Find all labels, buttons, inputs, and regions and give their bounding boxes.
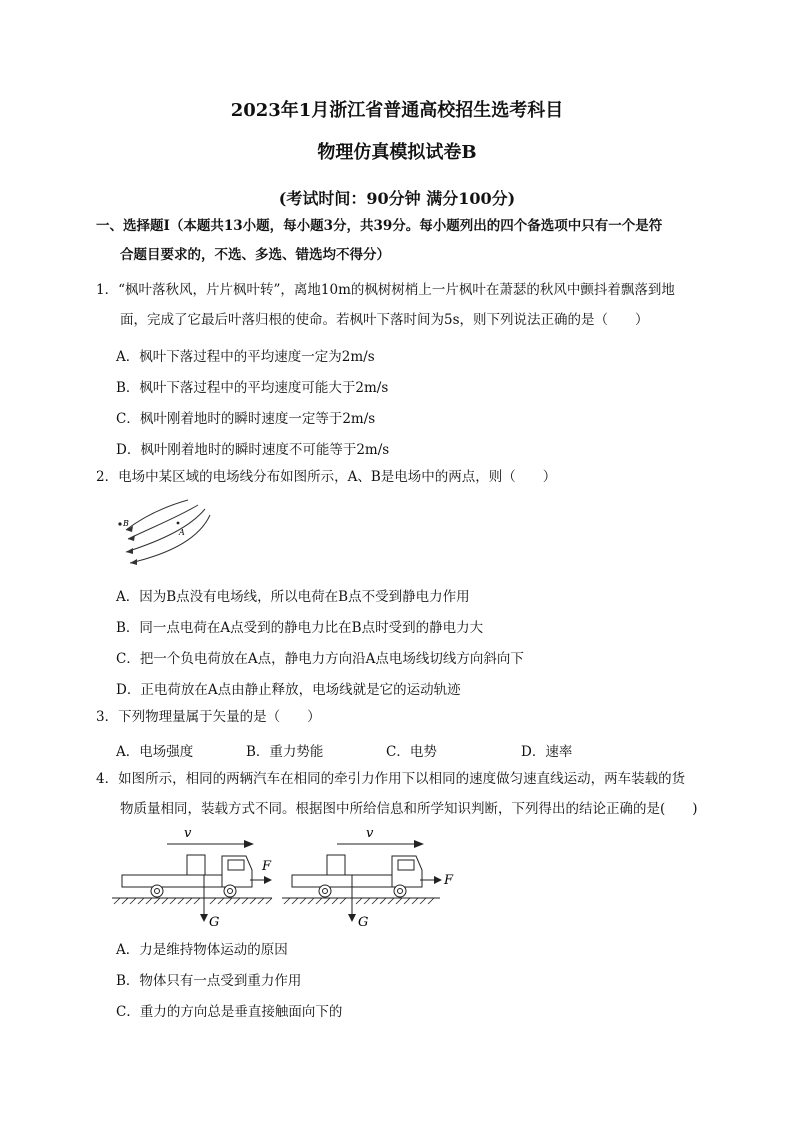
section-heading bbox=[96, 212, 706, 270]
question-4-option-b: B．物体只有一点受到重力作用 bbox=[116, 973, 302, 989]
truck-figure-2 bbox=[282, 822, 462, 930]
truck-figure-1 bbox=[112, 822, 282, 930]
question-1-option-c: C．枫叶刚着地时的瞬时速度一定等于2m/s bbox=[116, 411, 376, 427]
question-1-option-a: A．枫叶下落过程中的平均速度一定为2m/s bbox=[116, 349, 375, 365]
question-2 bbox=[96, 462, 706, 492]
velocity-label: v bbox=[184, 826, 192, 841]
question-3-stem-line1: 3．下列物理量属于矢量的是（ ） bbox=[96, 709, 321, 725]
force-f-label: F bbox=[444, 873, 454, 888]
question-4-stem-line1: 4．如图所示，相同的两辆汽车在相同的牵引力作用下以相同的速度做匀速直线运动，两车装载的货 bbox=[96, 771, 686, 787]
question-2-option-a: A．因为B点没有电场线，所以电荷在B点不受到静电力作用 bbox=[116, 589, 470, 605]
question-4-stem-line2: 物质量相同，装载方式不同。根据图中所给信息和所学知识判断，下列得出的结论正确的是( ) bbox=[120, 801, 698, 817]
question-1-stem-line2: 面，完成了它最后叶落归根的使命。若枫叶下落时间为5s，则下列说法正确的是（ ） bbox=[120, 312, 649, 328]
exam-info: (考试时间：90分钟 满分100分) bbox=[278, 189, 516, 208]
exam-title-line2: 物理仿真模拟试卷B bbox=[317, 142, 477, 163]
question-4-option-a: A．力是维持物体运动的原因 bbox=[116, 942, 288, 958]
question-1-option-d: D．枫叶刚着地时的瞬时速度不可能等于2m/s bbox=[116, 442, 390, 458]
question-3-option-a: A．电场强度 bbox=[116, 744, 194, 760]
gravity-g-label: G bbox=[209, 915, 220, 930]
point-b-label: B bbox=[123, 519, 129, 528]
question-3-option-d: D．速率 bbox=[521, 744, 573, 760]
question-2-stem-line1: 2．电场中某区域的电场线分布如图所示，A、B是电场中的两点，则（ ） bbox=[96, 469, 557, 485]
question-1-stem-line1: 1．“枫叶落秋风，片片枫叶转”，离地10m的枫树树梢上一片枫叶在萧瑟的秋风中颤抖着飘落到地 bbox=[96, 282, 675, 298]
question-4-option-c: C．重力的方向总是垂直接触面向下的 bbox=[116, 1004, 343, 1020]
question-2-option-d: D．正电荷放在A点由静止释放，电场线就是它的运动轨迹 bbox=[116, 682, 461, 698]
electric-field-lines-figure bbox=[108, 495, 218, 567]
exam-title-line1: 2023年1月浙江省普通高校招生选考科目 bbox=[230, 100, 564, 121]
question-1 bbox=[96, 275, 706, 335]
question-3-option-b: B．重力势能 bbox=[246, 744, 324, 760]
question-3-option-c: C．电势 bbox=[386, 744, 437, 760]
cargo-box-icon bbox=[327, 855, 345, 875]
velocity-label: v bbox=[366, 826, 374, 841]
force-f-label: F bbox=[262, 859, 272, 874]
point-a-label: A bbox=[179, 528, 185, 537]
section-heading-line2: 合题目要求的，不选、多选、错选均不得分） bbox=[120, 247, 390, 263]
gravity-g-label: G bbox=[358, 915, 369, 930]
question-2-option-c: C．把一个负电荷放在A点，静电力方向沿A点电场线切线方向斜向下 bbox=[116, 651, 524, 667]
question-3-options bbox=[116, 740, 676, 760]
question-2-option-b: B．同一点电荷在A点受到的静电力比在B点时受到的静电力大 bbox=[116, 620, 484, 636]
cargo-box-icon bbox=[187, 855, 205, 875]
question-4 bbox=[96, 764, 706, 824]
section-heading-line1: 一、选择题Ⅰ（本题共13小题，每小题3分，共39分。每小题列出的四个备选项中只有一个是符 bbox=[96, 218, 663, 234]
question-3 bbox=[96, 702, 706, 732]
question-1-option-b: B．枫叶下落过程中的平均速度可能大于2m/s bbox=[116, 380, 389, 396]
